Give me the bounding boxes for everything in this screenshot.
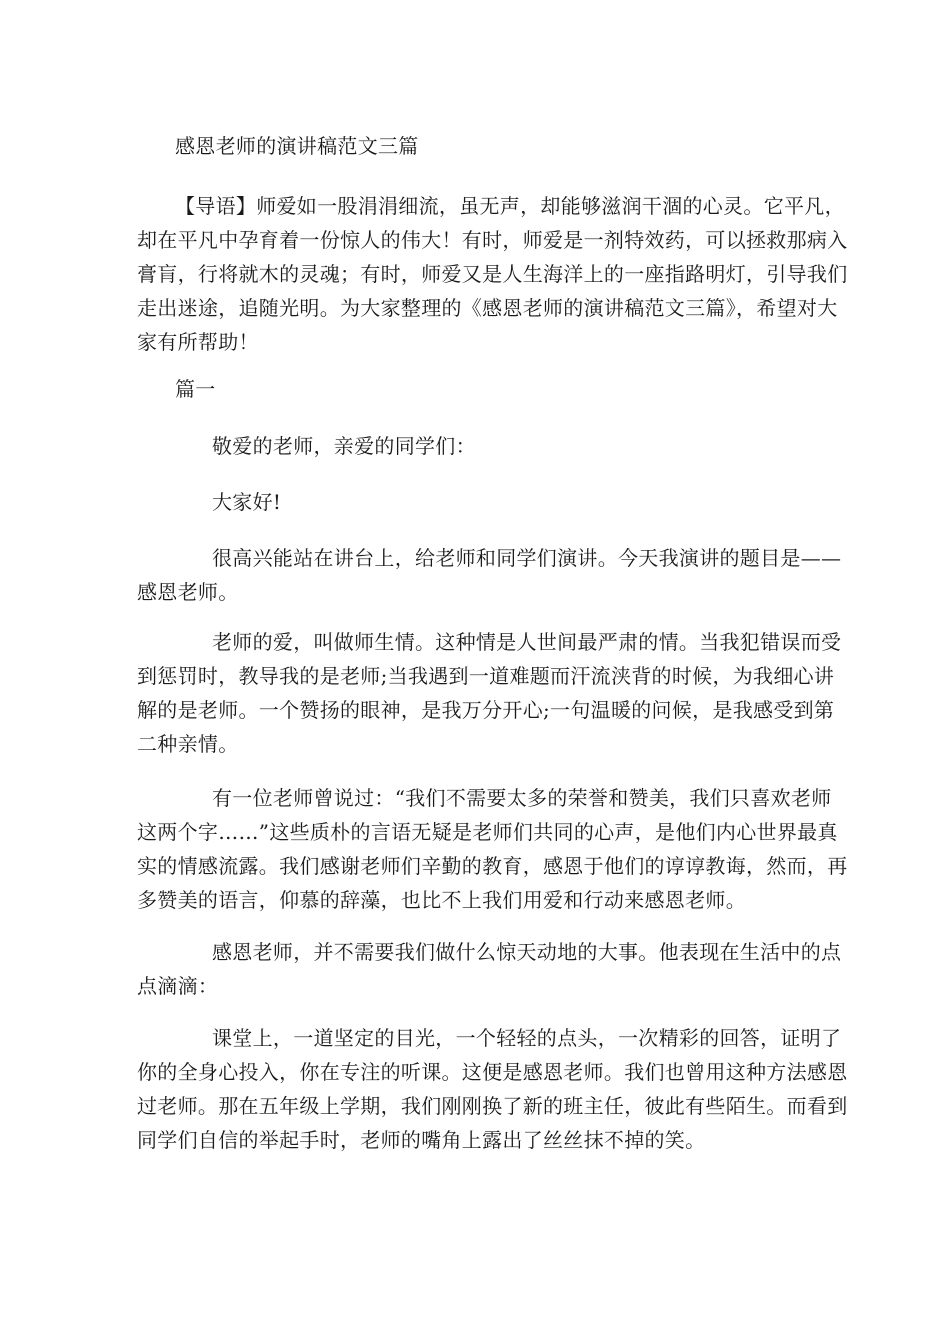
paragraph-line: 老师的爱，叫做师生情。这种情是人世间最严肃的情。当我犯错误而受 — [212, 630, 842, 654]
intro-line: 走出迷途，追随光明。为大家整理的《感恩老师的演讲稿范文三篇》，希望对大 — [137, 296, 838, 320]
paragraph-line: 点滴滴： — [137, 974, 219, 998]
paragraph-line: 感恩老师，并不需要我们做什么惊天动地的大事。他表现在生活中的点 — [212, 940, 842, 964]
intro-line: 家有所帮助！ — [137, 330, 259, 354]
paragraph-line: 有一位老师曾说过：“我们不需要太多的荣誉和赞美，我们只喜欢老师 — [212, 786, 832, 810]
paragraph-line: 感恩老师。 — [137, 580, 239, 604]
intro-line: 膏肓，行将就木的灵魂；有时，师爱又是人生海洋上的一座指路明灯，引导我们 — [137, 262, 848, 286]
document-title: 感恩老师的演讲稿范文三篇 — [175, 134, 419, 158]
paragraph-line: 这两个字……”这些质朴的言语无疑是老师们共同的心声，是他们内心世界最真 — [137, 820, 838, 844]
paragraph-line: 同学们自信的举起手时，老师的嘴角上露出了丝丝抹不掉的笑。 — [137, 1128, 706, 1152]
paragraph-line: 多赞美的语言，仰慕的辞藻，也比不上我们用爱和行动来感恩老师。 — [137, 888, 746, 912]
paragraph-line: 很高兴能站在讲台上，给老师和同学们演讲。今天我演讲的题目是—— — [212, 546, 842, 570]
intro-line: 却在平凡中孕育着一份惊人的伟大！有时，师爱是一剂特效药，可以拯救那病入 — [137, 228, 848, 252]
paragraph-line: 解的是老师。一个赞扬的眼神，是我万分开心;一句温暖的问候，是我感受到第 — [137, 698, 835, 722]
section-heading: 篇一 — [175, 377, 216, 401]
paragraph-line: 过老师。那在五年级上学期，我们刚刚换了新的班主任，彼此有些陌生。而看到 — [137, 1094, 848, 1118]
paragraph-line: 二种亲情。 — [137, 732, 239, 756]
paragraph-line: 实的情感流露。我们感谢老师们辛勤的教育，感恩于他们的谆谆教诲，然而，再 — [137, 854, 848, 878]
paragraph-line: 你的全身心投入，你在专注的听课。这便是感恩老师。我们也曾用这种方法感恩 — [137, 1060, 848, 1084]
paragraph-line: 到惩罚时，教导我的是老师;当我遇到一道难题而汗流浃背的时候，为我细心讲 — [137, 664, 835, 688]
paragraph-line: 课堂上，一道坚定的目光，一个轻轻的点头，一次精彩的回答，证明了 — [212, 1026, 842, 1050]
greeting: 大家好! — [212, 490, 282, 514]
intro-line: 【导语】师爱如一股涓涓细流，虽无声，却能够滋润干涸的心灵。它平凡， — [175, 194, 845, 218]
salutation: 敬爱的老师，亲爱的同学们： — [212, 434, 476, 458]
